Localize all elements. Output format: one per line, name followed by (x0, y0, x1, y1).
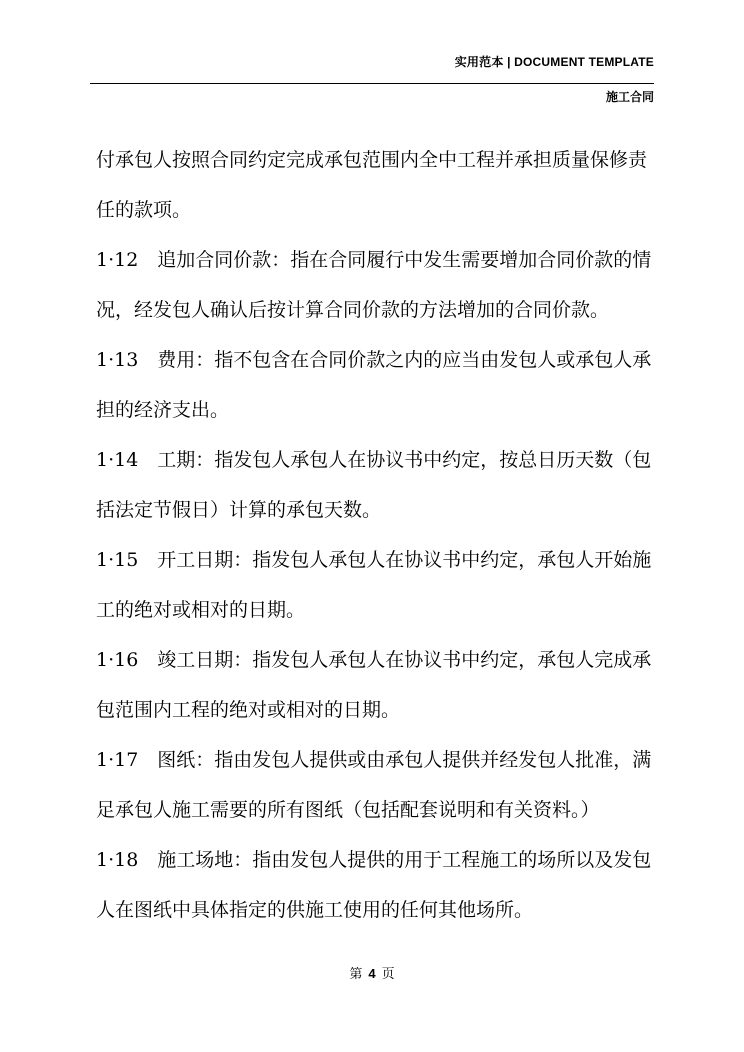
body-line: 1·18 施工场地：指由发包人提供的用于工程施工的场所以及发包 (96, 849, 652, 871)
page-prefix: 第 (349, 967, 363, 982)
body-line: 1·16 竣工日期：指发包人承包人在协议书中约定，承包人完成承 (96, 649, 652, 671)
body-line: 担的经济支出。 (96, 399, 230, 421)
body-line: 足承包人施工需要的所有图纸（包括配套说明和有关资料。） (96, 799, 600, 821)
document-body (96, 135, 658, 935)
body-line: 1·13 费用：指不包含在合同价款之内的应当由发包人或承包人承 (96, 349, 652, 371)
page-suffix: 页 (381, 967, 395, 982)
body-line: 况，经发包人确认后按计算合同价款的方法增加的合同价款。 (96, 299, 610, 321)
body-line: 1·12 追加合同价款：指在合同履行中发生需要增加合同价款的情 (96, 249, 652, 271)
page-footer (0, 963, 744, 982)
body-line: 任的款项。 (96, 199, 192, 221)
page-number: 4 (368, 966, 376, 981)
header-subtitle: 施工合同 (605, 90, 654, 104)
body-line: 包范围内工程的绝对或相对的日期。 (96, 699, 401, 721)
body-line: 1·17 图纸：指由发包人提供或由承包人提供并经发包人批准，满 (96, 749, 652, 771)
header-title: 实用范本 | DOCUMENT TEMPLATE (454, 55, 654, 69)
body-line: 付承包人按照合同约定完成承包范围内全中工程并承担质量保修责 (96, 149, 648, 171)
body-line: 工的绝对或相对的日期。 (96, 599, 306, 621)
body-line: 1·15 开工日期：指发包人承包人在协议书中约定，承包人开始施 (96, 549, 652, 571)
body-line: 1·14 工期：指发包人承包人在协议书中约定，按总日历天数（包 (96, 449, 652, 471)
header-divider (90, 83, 654, 84)
body-line: 人在图纸中具体指定的供施工使用的任何其他场所。 (96, 899, 534, 921)
body-line: 括法定节假日）计算的承包天数。 (96, 499, 382, 521)
